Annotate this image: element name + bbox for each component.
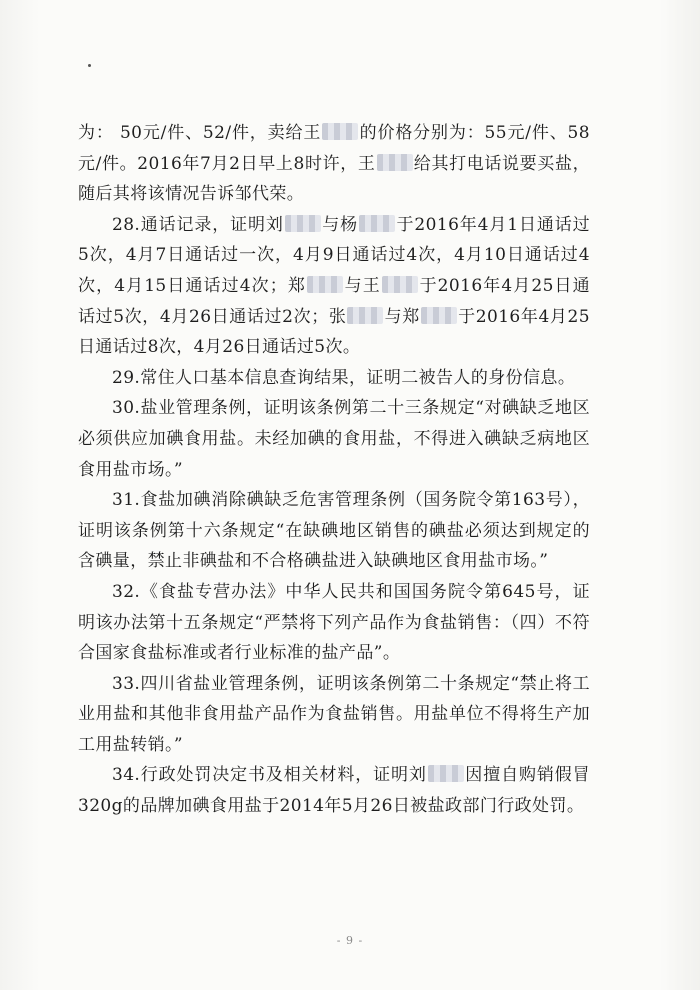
redacted-name bbox=[322, 123, 358, 140]
paragraph-text: 给其打电话说要买盐，随后其将该情况告诉邹代荣。 bbox=[78, 153, 590, 205]
paragraph bbox=[78, 210, 590, 363]
paragraph-text: 于2016年4月1日通话过5次，4月7日通话过一次，4月9日通话过4次，4月10日通话过4次，4月15日通话过4次；郑 bbox=[78, 214, 590, 296]
paragraph bbox=[78, 760, 590, 821]
redacted-name bbox=[421, 307, 457, 324]
paragraph-text: 28.通话记录，证明刘 bbox=[112, 214, 284, 235]
redacted-name bbox=[347, 307, 383, 324]
paragraph-text: 于2016年4月25日通话过5次，4月26日通话过2次；张 bbox=[78, 275, 590, 327]
paragraph-text: 34.行政处罚决定书及相关材料，证明刘 bbox=[112, 765, 427, 786]
paragraph-text: 因擅自购销假冒320g的品牌加碘食用盐于2014年5月26日被盐政部门行政处罚。 bbox=[78, 765, 590, 817]
page-number: - 9 - bbox=[336, 934, 364, 947]
redacted-name bbox=[382, 276, 418, 293]
paragraph bbox=[78, 577, 590, 669]
redacted-name bbox=[359, 215, 395, 232]
paragraph bbox=[78, 118, 590, 210]
document-body bbox=[78, 118, 590, 822]
scan-speck bbox=[88, 64, 91, 67]
paragraph-text: 的价格分别为：55元/件、58元/件。2016年7月2日早上8时许，王 bbox=[78, 123, 590, 174]
paragraph-text: 与王 bbox=[343, 275, 381, 296]
paragraph-text: 与郑 bbox=[384, 306, 420, 327]
paragraph bbox=[78, 363, 590, 394]
paragraph-text: 为： 50元/件、52/件，卖给王 bbox=[78, 123, 322, 143]
paragraph bbox=[78, 485, 590, 577]
paragraph-text: 与杨 bbox=[321, 214, 359, 235]
redacted-name bbox=[377, 154, 413, 171]
paragraph-text: 32.《食盐专营办法》中华人民共和国国务院令第645号，证明该办法第十五条规定“严禁将下列产品作为食盐销售：（四）不符合国家食盐标准或者行业标准的盐产品”。 bbox=[78, 581, 590, 664]
paragraph-text: 30.盐业管理条例，证明该条例第二十三条规定“对碘缺乏地区必须供应加碘食用盐。未经加碘的食用盐，不得进入碘缺乏病地区食用盐市场。” bbox=[78, 398, 590, 480]
paragraph-text: 29.常住人口基本信息查询结果，证明二被告人的身份信息。 bbox=[112, 367, 576, 388]
redacted-name bbox=[285, 215, 321, 232]
redacted-name bbox=[307, 276, 343, 293]
paragraph-text: 31.食盐加碘消除碘缺乏危害管理条例（国务院令第163号），证明该条例第十六条规定“在缺碘地区销售的碘盐必须达到规定的含碘量，禁止非碘盐和不合格碘盐进入缺碘地区食用盐市场。” bbox=[78, 490, 590, 572]
redacted-name bbox=[428, 765, 464, 782]
paragraph bbox=[78, 393, 590, 485]
paragraph-text: 于2016年4月25日通话过8次，4月26日通话过5次。 bbox=[78, 306, 590, 358]
paragraph bbox=[78, 669, 590, 761]
paragraph-text: 33.四川省盐业管理条例，证明该条例第二十条规定“禁止将工业用盐和其他非食用盐产品作为食盐销售。用盐单位不得将生产加工用盐转销。” bbox=[78, 673, 590, 755]
